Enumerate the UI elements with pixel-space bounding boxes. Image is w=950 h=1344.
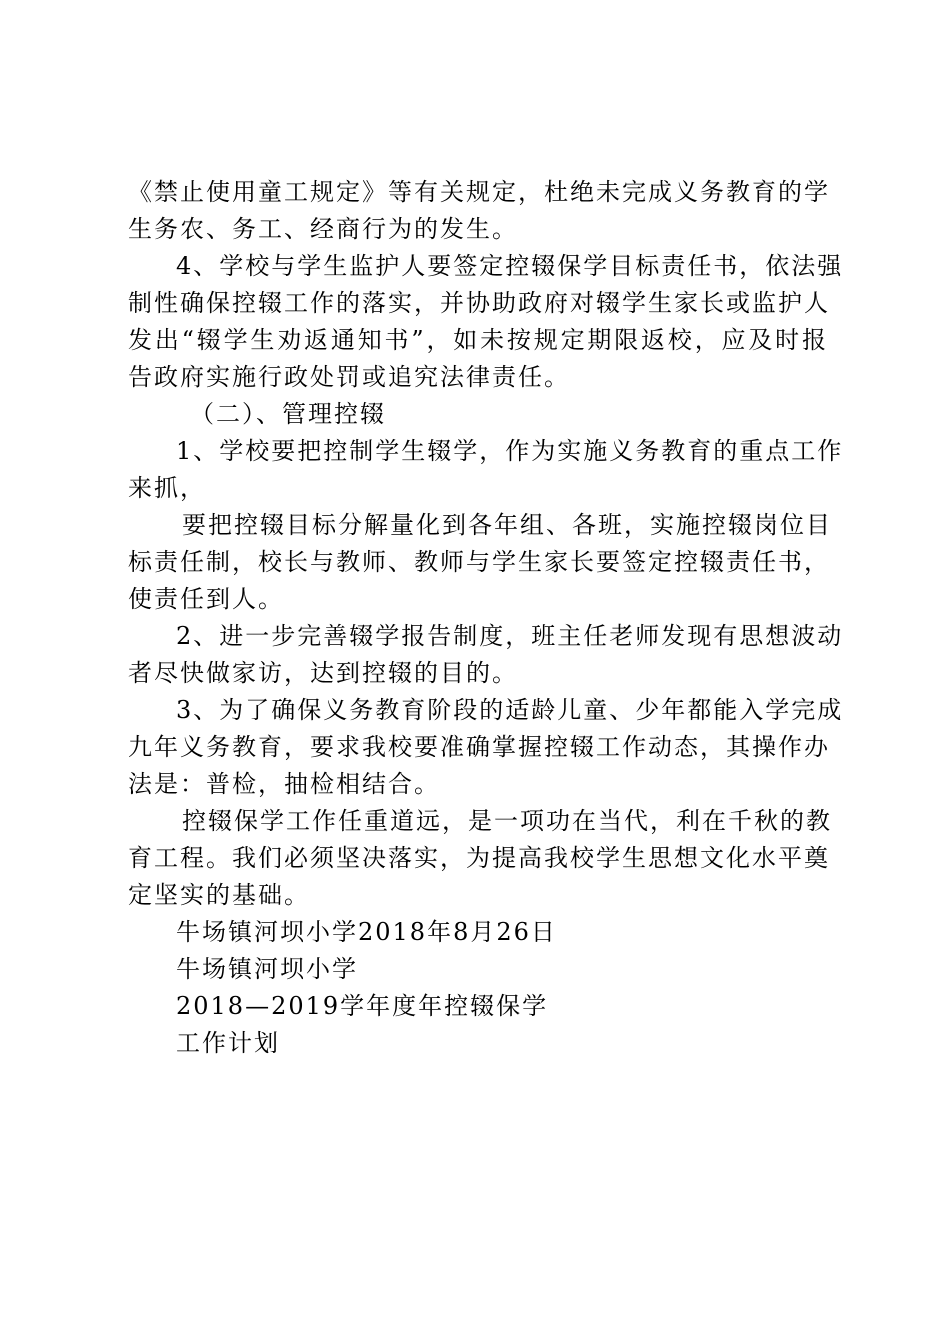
body-line: 2、进一步完善辍学报告制度，班主任老师发现有思想波动	[176, 622, 844, 650]
body-line: 标责任制，校长与教师、教师与学生家长要签定控辍责任书，	[128, 548, 830, 576]
body-line: 来抓，	[128, 474, 206, 502]
body-line: 生务农、务工、经商行为的发生。	[128, 215, 518, 243]
section-heading: （二）、管理控辍	[190, 400, 386, 428]
body-line: 1、学校要把控制学生辍学，作为实施义务教育的重点工作	[176, 437, 844, 465]
body-line: 定坚实的基础。	[128, 881, 310, 909]
body-line: 九年义务教育，要求我校要准确掌握控辍工作动态，其操作办	[128, 733, 830, 761]
body-line: 控辍保学工作任重道远，是一项功在当代，利在千秋的教	[182, 807, 832, 835]
body-line: 《禁止使用童工规定》等有关规定，杜绝未完成义务教育的学	[128, 178, 830, 206]
body-line: 发出“辍学生劝返通知书”，如未按规定期限返校，应及时报	[128, 326, 828, 354]
document-body	[128, 174, 844, 1062]
body-line: 育工程。我们必须坚决落实，为提高我校学生思想文化水平奠	[128, 844, 830, 872]
plan-title-continued: 工作计划	[176, 1029, 280, 1057]
plan-title: 2018—2019学年度年控辍保学	[176, 992, 549, 1020]
body-line: 使责任到人。	[128, 585, 284, 613]
body-line: 4、学校与学生监护人要签定控辍保学目标责任书，依法强	[176, 252, 844, 280]
signature-date: 牛场镇河坝小学2018年8月26日	[176, 918, 557, 946]
body-line: 法是：普检，抽检相结合。	[128, 770, 440, 798]
body-line: 要把控辍目标分解量化到各年组、各班，实施控辍岗位目	[182, 511, 832, 539]
school-name: 牛场镇河坝小学	[176, 955, 358, 983]
body-line: 制性确保控辍工作的落实，并协助政府对辍学生家长或监护人	[128, 289, 830, 317]
body-line: 告政府实施行政处罚或追究法律责任。	[128, 363, 570, 391]
body-line: 3、为了确保义务教育阶段的适龄儿童、少年都能入学完成	[176, 696, 844, 724]
body-line: 者尽快做家访，达到控辍的目的。	[128, 659, 518, 687]
